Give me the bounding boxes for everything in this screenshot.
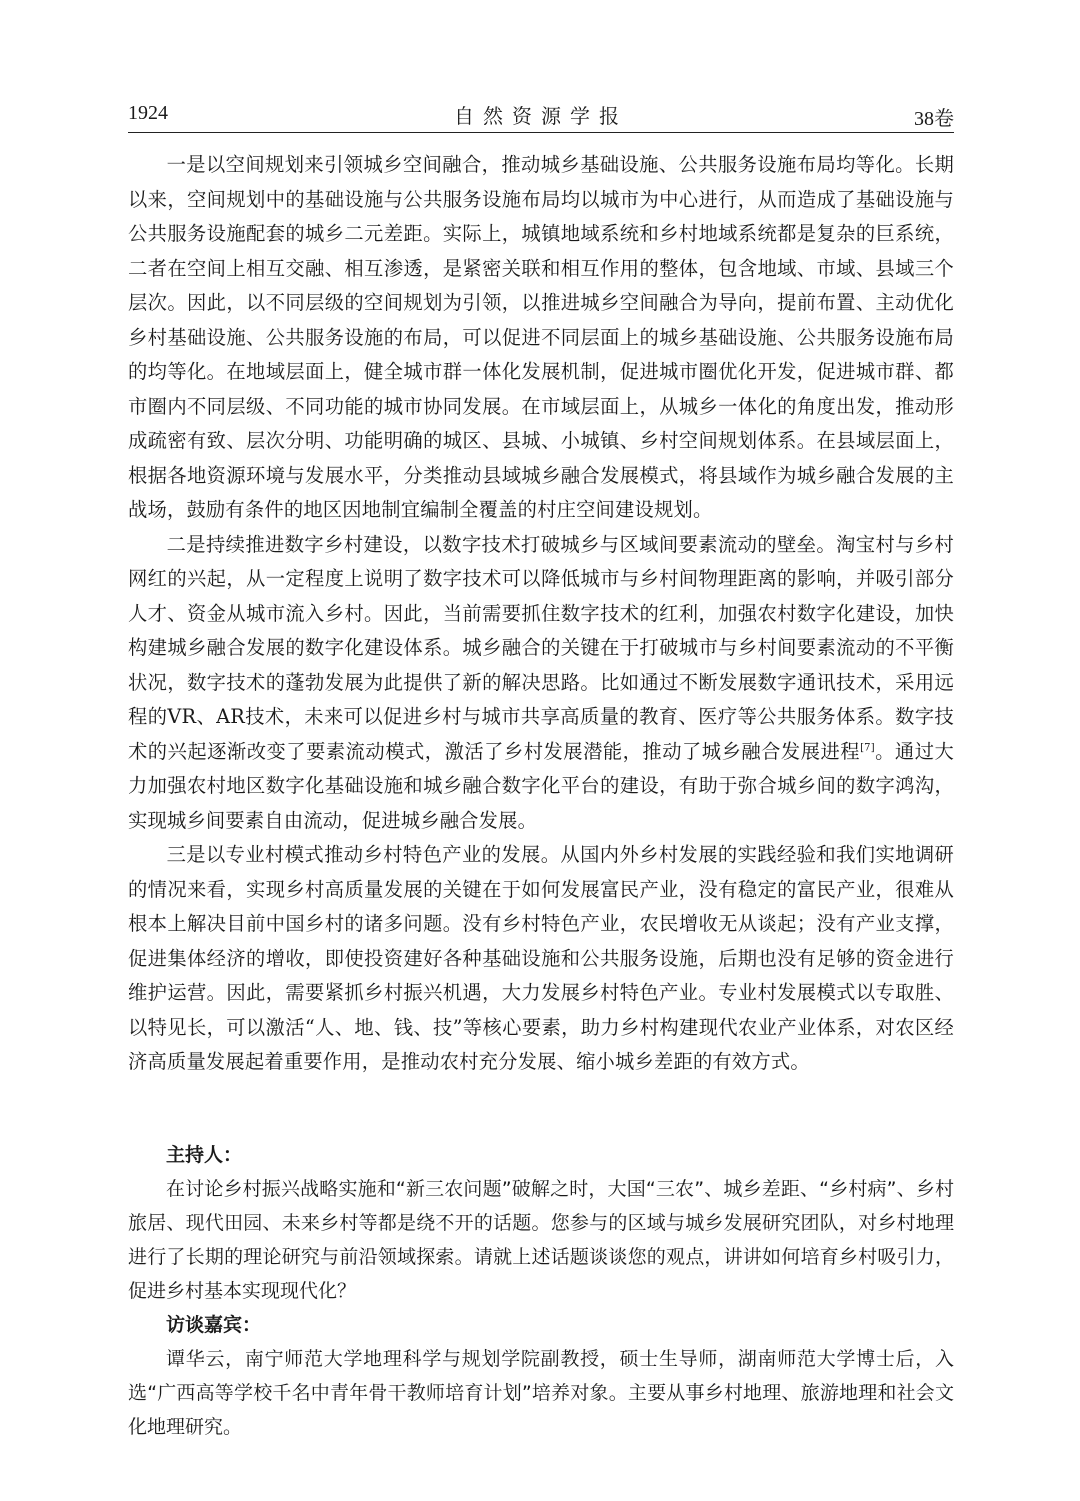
citation-marker: [7] (860, 742, 875, 754)
running-header (128, 96, 954, 133)
journal-title: 自然资源学报 (454, 104, 628, 128)
paragraph-digital-village (128, 528, 954, 839)
interview-section (128, 1138, 954, 1444)
page-number: 1924 (128, 102, 168, 124)
guest-bio: 谭华云，南宁师范大学地理科学与规划学院副教授，硕士生导师，湖南师范大学博士后，入选“广西高等学校千名中青年骨干教师培育计划”培养对象。主要从事乡村地理、旅游地理和社会文化地理研究。 (128, 1348, 954, 1438)
paragraph-specialized-village: 三是以专业村模式推动乡村特色产业的发展。从国内外乡村发展的实践经验和我们实地调研的情况来看，实现乡村高质量发展的关键在于如何发展富民产业，没有稳定的富民产业，很难从根本上解决目前中国乡村的诸多问题。没有乡村特色产业，农民增收无从谈起；没有产业支撑，促进集体经济的增收，即使投资建好各种基础设施和公共服务设施，后期也没有足够的资金进行维护运营。因此，需要紧抓乡村振兴机遇，大力发展乡村特色产业。专业村发展模式以专取胜、以特见长，可以激活“人、地、钱、技”等核心要素，助力乡村构建现代农业产业体系，对农区经济高质量发展起着重要作用，是推动农村充分发展、缩小城乡差距的有效方式。 (128, 843, 954, 1073)
host-question: 在讨论乡村振兴战略实施和“新三农问题”破解之时，大国“三农”、城乡差距、“乡村病”、乡村旅居、现代田园、未来乡村等都是绕不开的话题。您参与的区域与城乡发展研究团队，对乡村地理进行了长期的理论研究与前沿领域探索。请就上述话题谈谈您的观点，讲讲如何培育乡村吸引力，促进乡村基本实现现代化？ (128, 1178, 954, 1302)
host-label: 主持人： (166, 1144, 243, 1166)
paragraph-text: 。通过大力加强农村地区数字化基础设施和城乡融合数字化平台的建设，有助于弥合城乡间的数字鸿沟，实现城乡间要素自由流动，促进城乡融合发展。 (128, 739, 954, 832)
volume-label: 38卷 (914, 108, 954, 130)
article-body (128, 148, 954, 1080)
paragraph-text: 二是持续推进数字乡村建设，以数字技术打破城乡与区域间要素流动的壁垒。淘宝村与乡村网红的兴起，从一定程度上说明了数字技术可以降低城市与乡村间物理距离的影响，并吸引部分人才、资金从城市流入乡村。因此，当前需要抓住数字技术的红利，加强农村数字化建设，加快构建城乡融合发展的数字化建设体系。城乡融合的关键在于打破城市与乡村间要素流动的不平衡状况，数字技术的蓬勃发展为此提供了新的解决思路。比如通过不断发展数字通讯技术，采用远程的VR、AR技术，未来可以促进乡村与城市共享高质量的教育、医疗等公共服务体系。数字技术的兴起逐渐改变了要素流动模式，激活了乡村发展潜能，推动了城乡融合发展进程 (128, 532, 954, 763)
paragraph-spatial-planning: 一是以空间规划来引领城乡空间融合，推动城乡基础设施、公共服务设施布局均等化。长期以来，空间规划中的基础设施与公共服务设施布局均以城市为中心进行，从而造成了基础设施与公共服务设施配套的城乡二元差距。实际上，城镇地域系统和乡村地域系统都是复杂的巨系统，二者在空间上相互交融、相互渗透，是紧密关联和相互作用的整体，包含地域、市域、县域三个层次。因此，以不同层级的空间规划为引领，以推进城乡空间融合为导向，提前布置、主动优化乡村基础设施、公共服务设施的布局，可以促进不同层面上的城乡基础设施、公共服务设施布局的均等化。在地域层面上，健全城市群一体化发展机制，促进城市圈优化开发，促进城市群、都市圈内不同层级、不同功能的城市协同发展。在市域层面上，从城乡一体化的角度出发，推动形成疏密有致、层次分明、功能明确的城区、县城、小城镇、乡村空间规划体系。在县域层面上，根据各地资源环境与发展水平，分类推动县域城乡融合发展模式，将县域作为城乡融合发展的主战场，鼓励有条件的地区因地制宜编制全覆盖的村庄空间建设规划。 (128, 153, 954, 521)
guest-label: 访谈嘉宾： (166, 1314, 262, 1336)
